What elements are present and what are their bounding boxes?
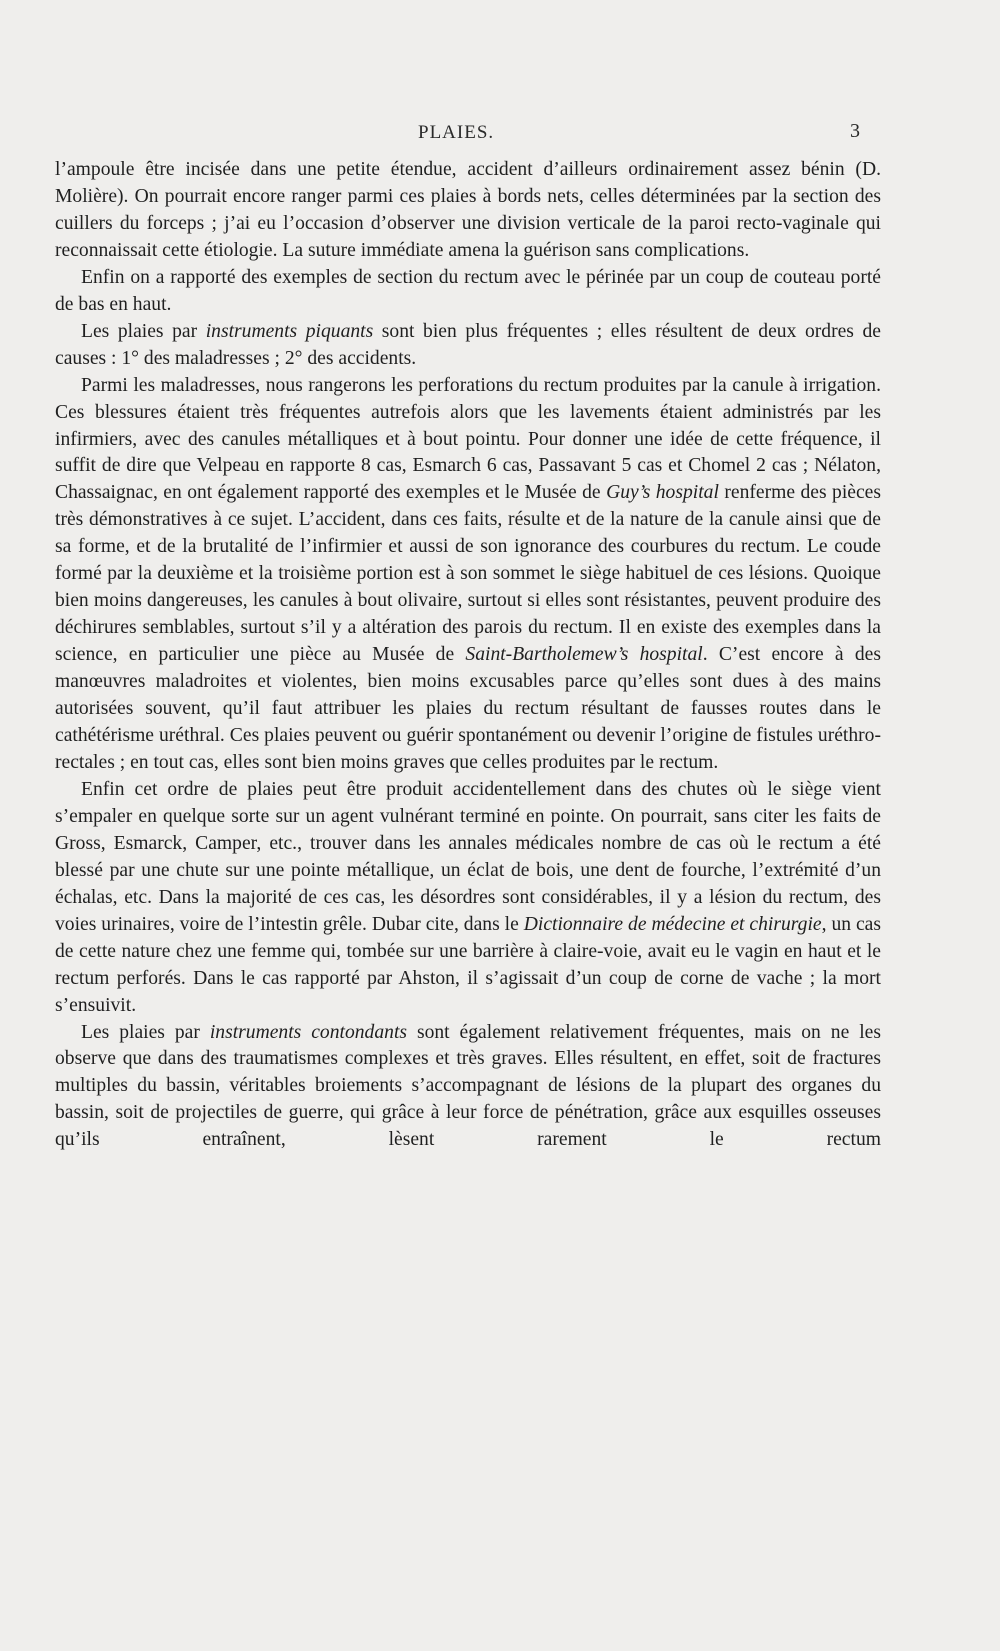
paragraph-5 [55,777,881,1020]
italic-term-instruments-contondants: instruments contondants [209,1021,408,1043]
paragraph-4 [55,373,881,777]
text-run: renferme des pièces très démonstratives à ce sujet. L’accident, dans ces faits, résulte et de la nature de la canule ainsi que de sa forme, et de la brutalité de l’infirmier et aussi de son ignorance des courbures du rectum. Le coude formé par la deuxième et la troisième portion est à son sommet le siège habituel de ces lésions. Quoique bien moins dangereuses, les canules à bout olivaire, surtout si elles sont résistantes, peuvent produire des déchirures semblables, surtout s’il y a altération des parois du rectum. Il en existe des exemples dans la science, en particulier une pièce au Musée de [55,482,881,666]
text-run: Les plaies par [81,1021,210,1043]
body-text [55,157,881,1154]
text-run: l’ampoule être incisée dans une petite étendue, accident d’ailleurs ordinairement assez bénin (D. Molière). On pourrait encore ranger parmi ces plaies à bords nets, celles déterminées par la section des cuillers du forceps ; j’ai eu l’occasion d’observer une division verticale de la paroi recto-vaginale qui reconnaissait cette étiologie. La suture immédiate amena la guérison sans complications. [55,159,881,261]
running-title: PLAIES. [418,122,495,143]
italic-term-guys-hospital: Guy’s hospital [606,482,719,504]
text-run: sont également relativement fréquentes, mais on ne les observe que dans des traumatismes complexes et très graves. Elles résultent, en effet, soit de fractures multiples du bassin, véritables broiements s’accompagnant de lésions de la plupart des organes du bassin, soit de projectiles de guerre, qui grâce à leur force de pénétration, grâce aux esquilles osseuses qu’ils entraînent, lèsent rarement le rectum [55,1021,881,1151]
page-number: 3 [850,120,860,142]
paragraph-3 [55,319,881,373]
text-run: Parmi les maladresses, nous rangerons les perforations du rectum produites par la canule à irrigation. Ces blessures étaient très fréquentes autrefois alors que les lavements étaient administrés par les infirmiers, avec des canules métalliques et à bout pointu. Pour donner une idée de cette fréquence, il suffit de dire que Velpeau en rapporte 8 cas, Esmarch 6 cas, Passavant 5 cas et Chomel 2 cas ; Nélaton, Chassaignac, en ont également rapporté des exemples et le Musée de [55,374,881,504]
text-run: Enfin on a rapporté des exemples de section du rectum avec le périnée par un coup de couteau porté de bas en haut. [55,266,881,315]
text-run: Enfin cet ordre de plaies peut être produit accidentellement dans des chutes où le siège vient s’empaler en quelque sorte sur un agent vulnérant terminé en pointe. On pourrait, sans citer les faits de Gross, Esmarck, Camper, etc., trouver dans les annales médicales nombre de cas où le rectum a été blessé par une chute sur une pointe métallique, un éclat de bois, une dent de fourche, l’extrémité d’un échalas, etc. Dans la majorité de ces cas, les désordres sont considérables, il y a lésion du rectum, des voies urinaires, voire de l’intestin grêle. Dubar cite, dans le [55,778,881,935]
text-run: Les plaies par [81,320,206,342]
italic-term-saint-bartholemews-hospital: Saint-Bartholemew’s hospital [465,644,703,666]
italic-term-instruments-piquants: instruments piquants [205,320,374,342]
paragraph-2 [55,265,881,319]
paragraph-6 [55,1020,881,1155]
paragraph-1 [55,157,881,265]
text-run: sont bien plus fréquentes ; elles résultent de deux ordres de causes : 1° des maladresses ; 2° des accidents. [55,320,881,369]
running-header [0,122,1000,152]
italic-term-dictionnaire: Dictionnaire de médecine et chirurgie [523,913,822,935]
text-run: , un cas de cette nature chez une femme qui, tombée sur une barrière à claire-voie, avait eu le vagin en haut et le rectum perforés. Dans le cas rapporté par Ahston, il s’agissait d’un coup de corne de vache ; la mort s’ensuivit. [55,913,881,1016]
text-run: . C’est encore à des manœuvres maladroites et violentes, bien moins excusables parce qu’elles sont dues à des mains autorisées souvent, qu’il faut attribuer les plaies du rectum résultant de fausses routes dans le cathétérisme uréthral. Ces plaies peuvent ou guérir spontanément ou devenir l’origine de fistules uréthro-rectales ; en tout cas, elles sont bien moins graves que celles produites par le rectum. [55,644,881,773]
